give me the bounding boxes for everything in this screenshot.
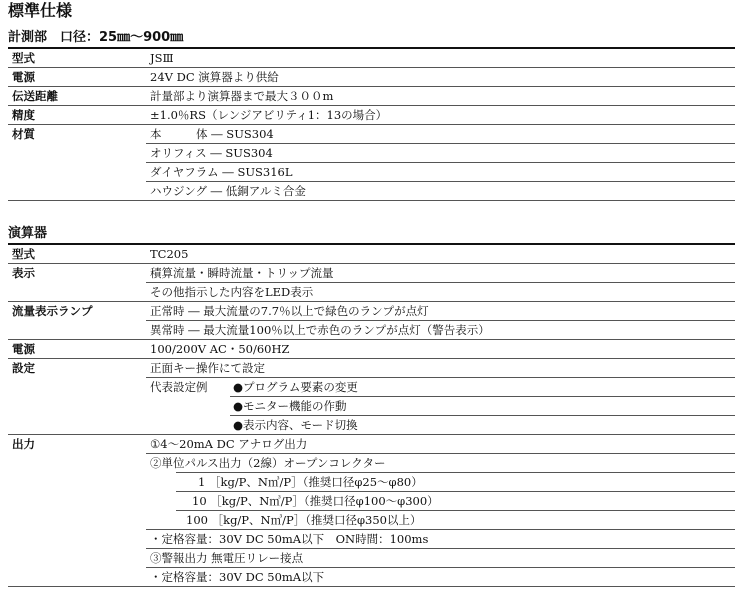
row-value: オリフィス ― SUS304	[150, 146, 273, 160]
table-row	[8, 321, 735, 340]
row-value: ①4～20mA DC アナログ出力	[150, 437, 308, 451]
table-row	[8, 182, 735, 201]
table-row	[8, 568, 735, 587]
row-value: ③警報出力 無電圧リレー接点	[150, 551, 304, 565]
row-value: 積算流量・瞬時流量・トリップ流量	[150, 266, 334, 280]
table-row	[8, 378, 735, 397]
spec-table-calculator	[8, 245, 735, 587]
row-value: 100/200V AC・50/60HZ	[150, 342, 290, 356]
section-title-measurement: 計測部 口径：25㎜～900㎜	[8, 30, 184, 45]
row-label: 流量表示ランプ	[12, 304, 93, 318]
row-value: ±1.0％RS（レンジアビリティ1：13の場合）	[150, 108, 388, 122]
table-row	[8, 492, 735, 511]
row-value: ダイヤフラム ― SUS316L	[150, 165, 293, 179]
table-row	[8, 359, 735, 378]
table-row	[8, 68, 735, 87]
row-value: その他指示した内容をLED表示	[150, 285, 314, 299]
table-row	[8, 397, 735, 416]
pulse-unit-row: 1 ［kg/P、N㎥/P］（推奨口径φ25～φ80）	[198, 475, 423, 489]
row-label: 精度	[12, 108, 35, 122]
row-value: JSⅢ	[150, 51, 174, 65]
table-row	[8, 454, 735, 473]
table-row	[8, 144, 735, 163]
table-row	[8, 340, 735, 359]
row-value: 本 体 ― SUS304	[150, 127, 274, 141]
row-value: 異常時 ― 最大流量100％以上で赤色のランプが点灯（警告表示）	[150, 323, 490, 337]
row-divider	[8, 586, 735, 587]
row-value: ハウジング ― 低銅アルミ合金	[150, 184, 306, 198]
setting-example-item: ●プログラム要素の変更	[233, 380, 358, 394]
row-label: 伝送距離	[12, 89, 58, 103]
row-label: 電源	[12, 70, 35, 84]
table-row	[8, 416, 735, 435]
row-value: ・定格容量：30V DC 50mA以下 ON時間：100ms	[150, 532, 429, 546]
table-row	[8, 549, 735, 568]
table-row	[8, 49, 735, 68]
row-value: 代表設定例	[150, 380, 208, 394]
section-title-calculator: 演算器	[8, 226, 48, 241]
table-row	[8, 163, 735, 182]
row-value: ・定格容量：30V DC 50mA以下	[150, 570, 325, 584]
row-value: ②単位パルス出力（2線）オープンコレクター	[150, 456, 386, 470]
row-value: TC205	[150, 247, 189, 261]
row-value: 正常時 ― 最大流量の7.7％以上で緑色のランプが点灯	[150, 304, 429, 318]
table-row	[8, 435, 735, 454]
table-row	[8, 283, 735, 302]
row-label: 型式	[12, 247, 35, 261]
row-label: 設定	[12, 361, 35, 375]
table-row	[8, 87, 735, 106]
table-row	[8, 245, 735, 264]
table-row	[8, 530, 735, 549]
row-value: 24V DC 演算器より供給	[150, 70, 279, 84]
table-row	[8, 264, 735, 283]
table-row	[8, 125, 735, 144]
table-row	[8, 511, 735, 530]
spec-table-measurement	[8, 49, 735, 201]
pulse-unit-row: 100 ［kg/P、N㎥/P］（推奨口径φ350以上）	[186, 513, 422, 527]
row-label: 表示	[12, 266, 35, 280]
table-row	[8, 106, 735, 125]
row-label: 型式	[12, 51, 35, 65]
row-label: 電源	[12, 342, 35, 356]
row-label: 材質	[12, 127, 35, 141]
row-value: 計量部より演算器まで最大３００m	[150, 89, 334, 103]
setting-example-item: ●モニター機能の作動	[233, 399, 347, 413]
pulse-unit-row: 10 ［kg/P、N㎥/P］（推奨口径φ100～φ300）	[192, 494, 439, 508]
table-row	[8, 302, 735, 321]
setting-example-item: ●表示内容、モード切換	[233, 418, 358, 432]
table-row	[8, 473, 735, 492]
page-title: 標準仕様	[8, 1, 73, 20]
row-label: 出力	[12, 437, 35, 451]
row-divider	[8, 200, 735, 201]
row-value: 正面キー操作にて設定	[150, 361, 265, 375]
